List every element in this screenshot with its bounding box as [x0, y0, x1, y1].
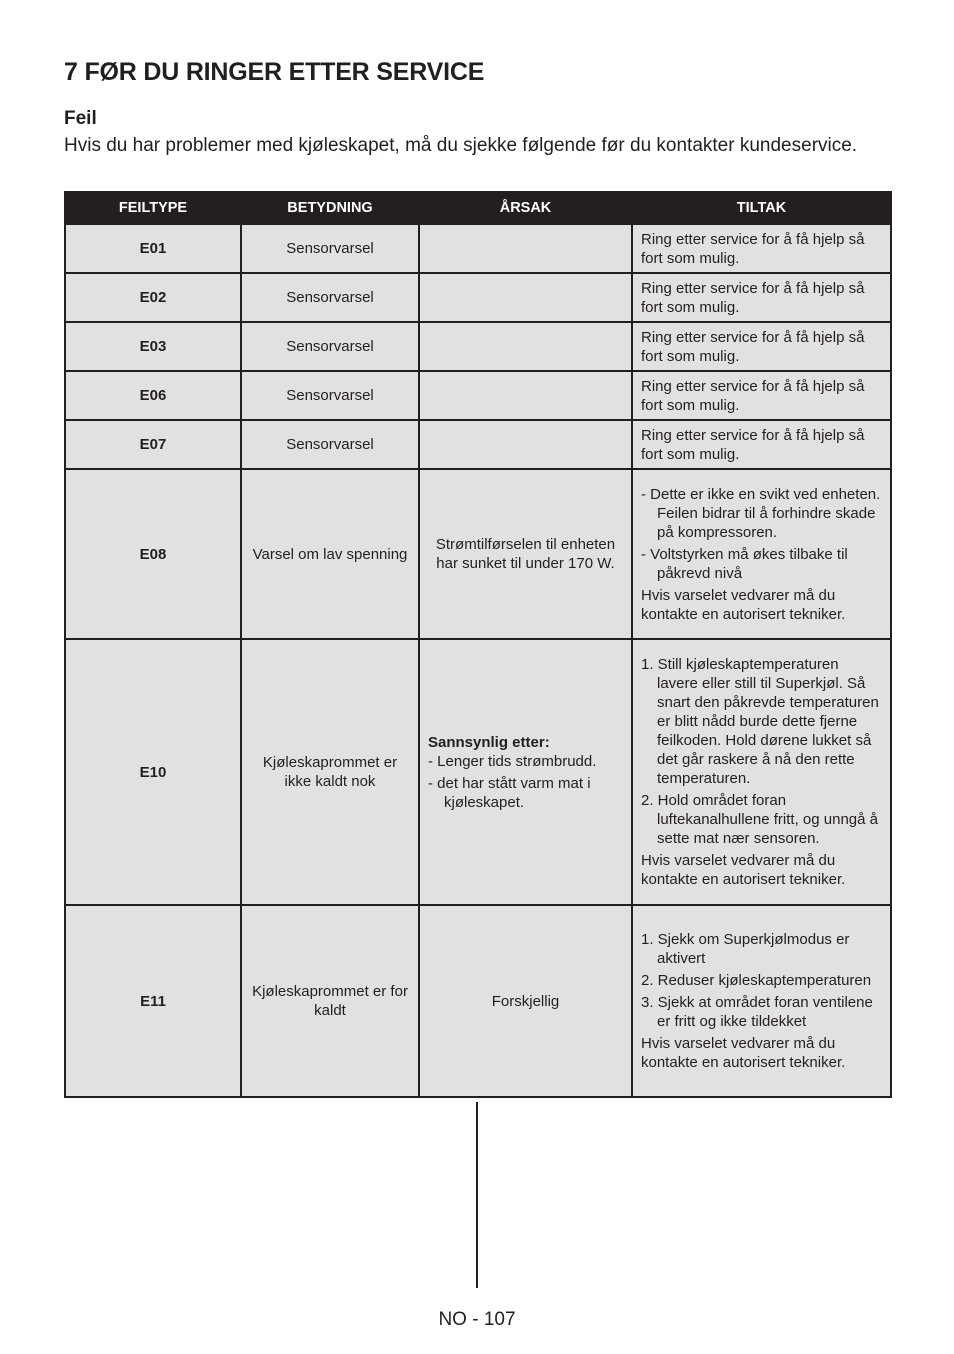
action-cell [632, 639, 891, 905]
action-line: - Voltstyrken må økes tilbake til påkrevd nivå [641, 545, 848, 582]
error-code: E08 [65, 469, 241, 639]
error-code: E02 [65, 273, 241, 322]
action-cell [632, 469, 891, 639]
error-code: E11 [65, 905, 241, 1097]
cause-item: - det har stått varm mat i kjøleskapet. [428, 774, 591, 811]
action-line: Hvis varselet vedvarer må du kontakte en autorisert tekniker. [641, 1035, 846, 1071]
meaning-cell: Sensorvarsel [241, 371, 419, 420]
cause-cell [419, 420, 632, 469]
error-code: E10 [65, 639, 241, 905]
cause-cell: Strømtilførselen til enheten har sunket til under 170 W. [419, 469, 632, 639]
header-feiltype: FEILTYPE [65, 192, 241, 224]
action-cell [632, 420, 891, 469]
error-code-table [64, 191, 892, 1098]
cause-cell [419, 639, 632, 905]
action-cell [632, 905, 891, 1097]
cause-item: - Lenger tids strømbrudd. [428, 752, 597, 770]
action-cell [632, 371, 891, 420]
table-row [65, 273, 891, 322]
action-line: Hvis varselet vedvarer må du kontakte en autorisert tekniker. [641, 586, 846, 623]
action-line: Ring etter service for å få hjelp så fort som mulig. [641, 377, 865, 414]
action-cell [632, 273, 891, 322]
meaning-cell: Varsel om lav spenning [241, 469, 419, 639]
error-code: E03 [65, 322, 241, 371]
header-betydning: BETYDNING [241, 192, 419, 224]
table-row [65, 371, 891, 420]
action-line: 2. Reduser kjøleskaptemperaturen [641, 972, 872, 989]
intro-paragraph: Hvis du har problemer med kjøleskapet, må du sjekke følgende før du kontakter kundeservice. [64, 135, 858, 156]
meaning-cell: Kjøleskaprommet er for kaldt [241, 905, 419, 1097]
column-divider [476, 1102, 478, 1288]
table-row [65, 224, 891, 273]
action-line: 1. Sjekk om Superkjølmodus er aktivert [641, 931, 850, 967]
action-line: 1. Still kjøleskaptemperaturen lavere eller still til Superkjøl. Så snart den påkrevde temperaturen er blitt nådd burde dette fjerne feilkoden. Hold dørene lukket så det går raskere å nå den rette temperaturen. [641, 656, 879, 787]
table-row [65, 322, 891, 371]
page-title: 7 FØR DU RINGER ETTER SERVICE [64, 58, 485, 86]
table-row [65, 905, 891, 1097]
cause-cell [419, 273, 632, 322]
header-arsak: ÅRSAK [419, 192, 632, 224]
action-line: Hvis varselet vedvarer må du kontakte en autorisert tekniker. [641, 852, 846, 888]
section-subheading: Feil [64, 108, 97, 129]
table-row [65, 469, 891, 639]
action-line: 2. Hold området foran luftekanalhullene fritt, og unngå å sette mat nær sensoren. [641, 792, 878, 847]
action-line: Ring etter service for å få hjelp så fort som mulig. [641, 230, 865, 267]
table-row [65, 420, 891, 469]
action-line: Ring etter service for å få hjelp så fort som mulig. [641, 328, 865, 365]
page-number: NO - 107 [438, 1309, 516, 1330]
meaning-cell: Kjøleskaprommet er ikke kaldt nok [241, 639, 419, 905]
action-cell [632, 322, 891, 371]
action-cell [632, 224, 891, 273]
table-row [65, 639, 891, 905]
meaning-cell: Sensorvarsel [241, 420, 419, 469]
error-code: E07 [65, 420, 241, 469]
error-code: E01 [65, 224, 241, 273]
table-header-row [65, 192, 891, 224]
action-line: Ring etter service for å få hjelp så fort som mulig. [641, 279, 865, 316]
cause-cell: Forskjellig [419, 905, 632, 1097]
cause-heading: Sannsynlig etter: [428, 733, 550, 751]
action-line: 3. Sjekk at området foran ventilene er fritt og ikke tildekket [641, 994, 873, 1030]
meaning-cell: Sensorvarsel [241, 322, 419, 371]
meaning-cell: Sensorvarsel [241, 273, 419, 322]
cause-cell [419, 322, 632, 371]
cause-cell [419, 371, 632, 420]
action-line: - Dette er ikke en svikt ved enheten. Feilen bidrar til å forhindre skade på kompressoren. [641, 485, 881, 541]
header-tiltak: TILTAK [632, 192, 891, 224]
error-code: E06 [65, 371, 241, 420]
meaning-cell: Sensorvarsel [241, 224, 419, 273]
cause-cell [419, 224, 632, 273]
action-line: Ring etter service for å få hjelp så fort som mulig. [641, 426, 865, 463]
